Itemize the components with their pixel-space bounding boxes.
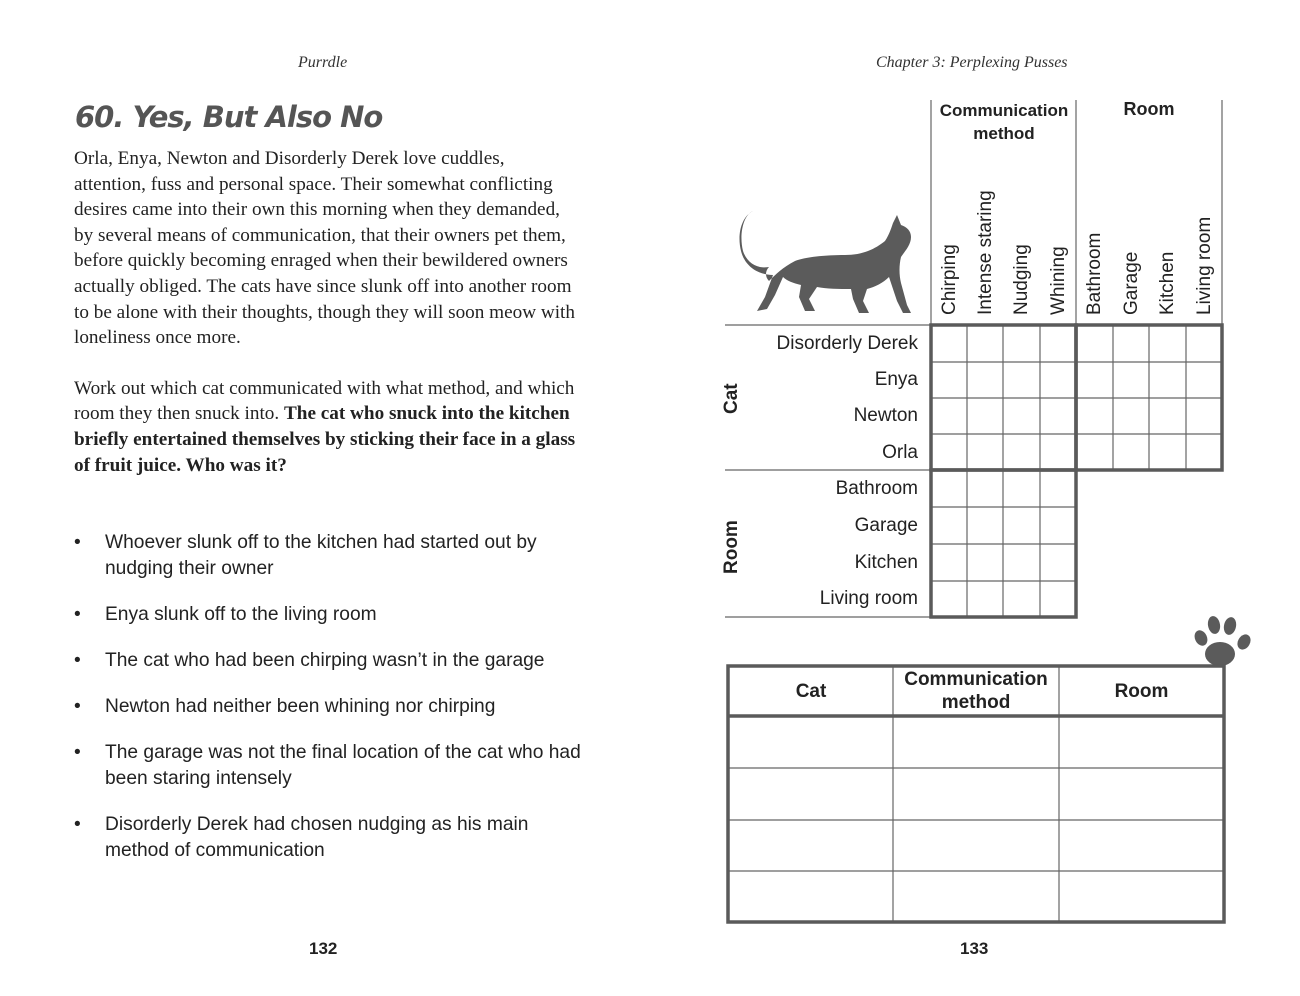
row-label: Kitchen bbox=[854, 552, 918, 573]
answer-header-communication: Communication method bbox=[904, 669, 1048, 713]
clue-text: Disorderly Derek had chosen nudging as his main method of communication bbox=[105, 814, 529, 861]
row-label: Bathroom bbox=[835, 478, 918, 499]
task-bold: The cat who snuck into the kitchen briefly entertained themselves by sticking their face in a glass of fruit juice. Who was it? bbox=[74, 403, 576, 476]
clue-text: The cat who had been chirping wasn’t in the garage bbox=[105, 650, 545, 671]
group-header-room: Room bbox=[1123, 99, 1175, 119]
column-label: Kitchen bbox=[1157, 251, 1178, 315]
row-label: Garage bbox=[854, 515, 918, 536]
row-label: Enya bbox=[874, 369, 918, 390]
task-plain: Work out which cat communicated with what method, and which room they then snuck into. bbox=[74, 377, 575, 425]
running-head-left: Purrdle bbox=[298, 54, 348, 71]
side-label-cat: Cat bbox=[721, 383, 742, 414]
bullet: • bbox=[74, 696, 81, 717]
row-label: Disorderly Derek bbox=[776, 333, 918, 354]
bullet: • bbox=[74, 814, 81, 835]
page-number-left: 132 bbox=[309, 939, 338, 958]
group-header-communication: Communication method bbox=[939, 101, 1069, 143]
row-label: Living room bbox=[819, 588, 918, 609]
page-number-right: 133 bbox=[960, 939, 989, 958]
bullet: • bbox=[74, 604, 81, 625]
clue-text: Newton had neither been whining nor chirping bbox=[105, 696, 496, 717]
puzzle-title: 60. Yes, But Also No bbox=[75, 100, 383, 134]
clue-text: Whoever slunk off to the kitchen had started out by nudging their owner bbox=[105, 532, 537, 579]
column-label: Whining bbox=[1048, 246, 1069, 315]
column-label: Bathroom bbox=[1084, 232, 1105, 315]
column-label: Garage bbox=[1121, 251, 1142, 315]
running-head-right: Chapter 3: Perplexing Pusses bbox=[876, 54, 1068, 71]
row-label: Newton bbox=[853, 405, 918, 426]
intro-paragraph: Orla, Enya, Newton and Disorderly Derek love cuddles, attention, fuss and personal space. Their somewhat conflicting desires came into their own this morning when they demanded, by several means of communication, that their owners pet them, before quickly becoming enraged when their bewildered owners actually obliged. The cats have since slunk off into another room to be alone with their thoughts, though they will soon meow with loneliness once more. bbox=[74, 148, 575, 349]
answer-header-room: Room bbox=[1114, 680, 1169, 702]
side-label-room: Room bbox=[721, 520, 742, 574]
answer-header-cat: Cat bbox=[795, 680, 827, 702]
bullet: • bbox=[74, 742, 81, 763]
column-label: Living room bbox=[1194, 216, 1215, 315]
column-label: Intense staring bbox=[975, 190, 996, 315]
column-label: Chirping bbox=[939, 244, 960, 315]
clue-text: Enya slunk off to the living room bbox=[105, 604, 377, 625]
row-label: Orla bbox=[882, 442, 918, 463]
clue-text: The garage was not the final location of the cat who had been staring intensely bbox=[105, 742, 581, 789]
bullet: • bbox=[74, 650, 81, 671]
bullet: • bbox=[74, 532, 81, 553]
column-label: Nudging bbox=[1011, 244, 1032, 315]
